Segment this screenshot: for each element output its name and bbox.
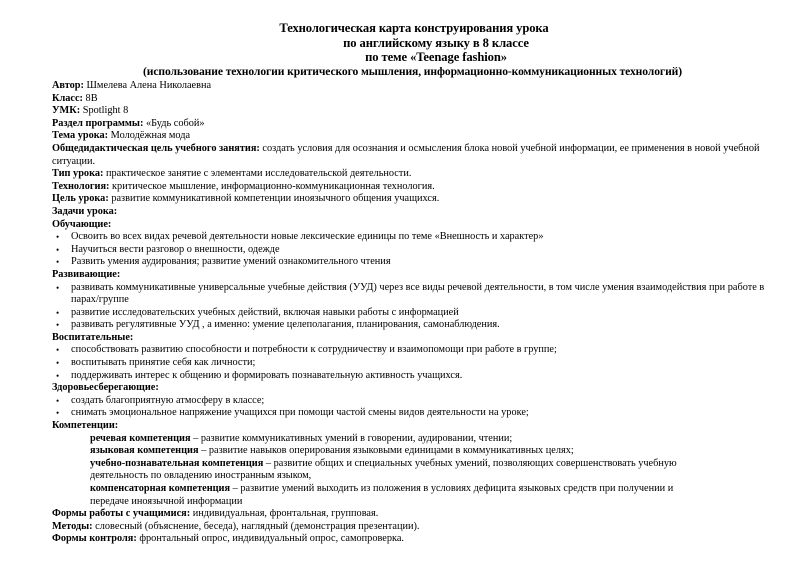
- field-label: Тема урока:: [52, 130, 109, 142]
- list-item-text: поддерживать интерес к общению и формировать познавательную активность учащихся.: [71, 369, 463, 381]
- technology-field: [52, 181, 772, 194]
- topic-field: [52, 130, 772, 143]
- field-label: Формы работы с учащимися:: [52, 508, 191, 520]
- list-item: [52, 282, 772, 307]
- work-forms-field: [52, 508, 772, 521]
- bullet-icon: •: [56, 358, 60, 369]
- control-forms-field: [52, 533, 772, 546]
- field-label: УМК:: [52, 105, 81, 117]
- general-goal-field: [52, 143, 772, 168]
- methods-field: [52, 521, 772, 534]
- class-field: [52, 93, 772, 106]
- bullet-icon: •: [56, 244, 60, 255]
- bullet-icon: •: [56, 345, 60, 356]
- field-value: создать условия для осознания и осмысления блока новой учебной информации, ее применения в новой учебной ситуации.: [52, 142, 760, 167]
- field-value: развитие коммуникативной компетенции иноязычного общения учащихся.: [108, 193, 440, 205]
- competency-item: [52, 445, 772, 458]
- field-value: фронтальный опрос, индивидуальный опрос, самопроверка.: [136, 533, 404, 545]
- title-line-2: по английскому языку в 8 классе: [343, 35, 529, 50]
- list-item-text: Освоить во всех видах речевой деятельности новые лексические единицы по теме «Внешность и характер»: [71, 231, 544, 243]
- task-group-heading: [52, 382, 772, 395]
- competencies-heading-text: Компетенции:: [52, 420, 119, 432]
- bullet-icon: •: [56, 257, 60, 268]
- group-heading-text: Обучающие:: [52, 218, 112, 230]
- competency-text: – развитие общих и специальных учебных умений, позволяющих совершенствовать учебную: [263, 457, 677, 469]
- competency-continuation: деятельность по овладению иностранным языком,: [90, 470, 312, 482]
- field-value: Шмелева Алена Николаевна: [83, 80, 212, 91]
- list-item: [52, 307, 772, 320]
- list-item-text: развитие исследовательских учебных действий, включая навыки работы с информацией: [71, 306, 459, 318]
- bullet-icon: •: [56, 232, 60, 243]
- lesson-goal-field: [52, 193, 772, 206]
- field-label: Класс:: [52, 92, 83, 104]
- field-label: Формы контроля:: [52, 533, 137, 545]
- list-item: [52, 231, 772, 244]
- list-item: [52, 344, 772, 357]
- list-item: [52, 407, 772, 420]
- bullet-icon: •: [56, 282, 60, 293]
- list-item: [52, 319, 772, 332]
- document-title: [0, 21, 800, 79]
- field-value: 8B: [82, 92, 98, 104]
- field-value: индивидуальная, фронтальная, групповая.: [190, 508, 379, 520]
- task-group-heading: [52, 269, 772, 282]
- field-label: Тип урока:: [52, 168, 104, 180]
- title-line-1: Технологическая карта конструирования урока: [279, 21, 549, 35]
- field-label: Общедидактическая цель учебного занятия:: [52, 142, 260, 154]
- bullet-icon: •: [56, 307, 60, 318]
- competency-text: – развитие навыков оперирования языковыми единицами в коммуникативных целях;: [198, 445, 574, 457]
- group-heading-text: Воспитательные:: [52, 331, 134, 343]
- field-value: практическое занятие с элементами исследовательской деятельности.: [103, 168, 412, 180]
- group-heading-text: Здоровьесберегающие:: [52, 382, 159, 394]
- field-label: Автор:: [52, 80, 84, 91]
- field-label: Методы:: [52, 520, 93, 532]
- list-item: [52, 244, 772, 257]
- task-group-heading: [52, 332, 772, 345]
- field-label: Технология:: [52, 180, 110, 192]
- list-item-text: снимать эмоциональное напряжение учащихся при помощи частой смены видов деятельности на уроке;: [71, 407, 529, 419]
- competency-continuation: передаче иноязычной информации: [90, 495, 243, 507]
- competency-item: [52, 458, 772, 471]
- tasks-heading: [52, 206, 772, 219]
- section-field: [52, 118, 772, 131]
- title-subtitle: (использование технологии критического мышления, информационно-коммуникационных технологий): [142, 64, 682, 78]
- task-group-heading: [52, 219, 772, 232]
- competency-label: компенсаторная компетенция: [90, 483, 231, 494]
- title-line-3: по теме «Teenage fashion»: [365, 50, 507, 64]
- umk-field: [52, 105, 772, 118]
- group-heading-text: Развивающие:: [52, 268, 121, 280]
- competency-label: речевая компетенция: [90, 432, 191, 444]
- field-label: Раздел программы:: [52, 117, 144, 129]
- list-item: [52, 357, 772, 370]
- bullet-icon: •: [56, 320, 60, 331]
- bullet-icon: •: [56, 370, 60, 381]
- competency-text: – развитие коммуникативных умений в говорении, аудировании, чтении;: [190, 432, 513, 444]
- list-item: [52, 395, 772, 408]
- field-value: «Будь собой»: [143, 117, 205, 129]
- list-item-text: Научиться вести разговор о внешности, одежде: [71, 243, 280, 255]
- list-item-text: Развить умения аудирования; развитие умений ознакомительного чтения: [71, 256, 391, 268]
- lesson-type-field: [52, 168, 772, 181]
- field-label: Цель урока:: [52, 193, 109, 205]
- field-value: Spotlight 8: [80, 105, 129, 117]
- competency-label: языковая компетенция: [90, 445, 199, 457]
- competency-label: учебно-познавательная компетенция: [90, 457, 264, 469]
- competency-item: [52, 433, 772, 446]
- field-value: Молодёжная мода: [108, 130, 191, 142]
- author-field: [52, 80, 772, 93]
- field-value: критическое мышление, информационно-коммуникационная технология.: [109, 180, 435, 192]
- list-item-text: воспитывать принятие себя как личности;: [71, 357, 256, 369]
- bullet-icon: •: [56, 395, 60, 406]
- bullet-icon: •: [56, 408, 60, 419]
- list-item-text: создать благоприятную атмосферу в классе;: [71, 394, 265, 406]
- document-body: [52, 80, 772, 546]
- list-item-text: развивать регулятивные УУД , а именно: умение целеполагания, планирования, самонаблюдения.: [71, 319, 500, 331]
- competency-item: [52, 483, 772, 496]
- tasks-heading-text: Задачи урока:: [52, 205, 118, 217]
- list-item: [52, 370, 772, 383]
- list-item-text: способствовать развитию способности и потребности к сотрудничеству и взаимопомощи при работе в группе;: [71, 344, 557, 356]
- competencies-heading: [52, 420, 772, 433]
- list-item: [52, 256, 772, 269]
- field-value: словесный (объяснение, беседа), наглядный (демонстрация презентации).: [92, 520, 420, 532]
- list-item-text: развивать коммуникативные универсальные учебные действия (УУД) через все виды речевой деятельности, в том числе умения взаимодействия при работе в парах/группе: [71, 281, 765, 306]
- competency-text: – развитие умений выходить из положения в условиях дефицита языковых средств при получении и: [230, 483, 674, 494]
